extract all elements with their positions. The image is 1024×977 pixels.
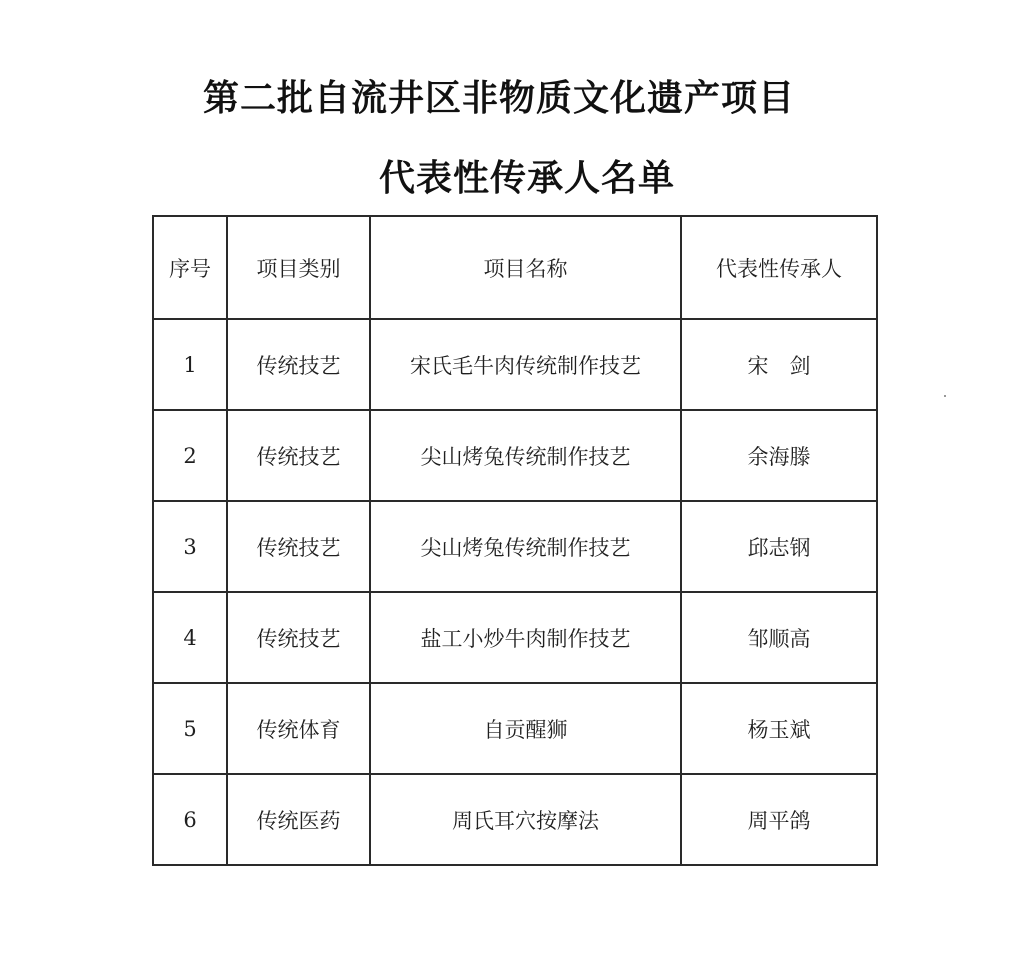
cell-inheritor: 余海滕 bbox=[681, 410, 877, 501]
header-inheritor: 代表性传承人 bbox=[681, 216, 877, 319]
table-row bbox=[153, 501, 877, 592]
inheritor-table bbox=[152, 215, 878, 866]
document-subtitle: 代表性传承人名单 bbox=[378, 158, 675, 199]
table-row bbox=[153, 774, 877, 865]
cell-serial-number: 6 bbox=[153, 774, 227, 865]
cell-inheritor: 周平鸽 bbox=[681, 774, 877, 865]
cell-serial-number: 5 bbox=[153, 683, 227, 774]
cell-inheritor: 邹顺高 bbox=[681, 592, 877, 683]
cell-inheritor: 邱志钢 bbox=[681, 501, 877, 592]
cell-project-name: 盐工小炒牛肉制作技艺 bbox=[370, 592, 681, 683]
cell-inheritor: 宋 剑 bbox=[681, 319, 877, 410]
document-title: 第二批自流井区非物质文化遗产项目 bbox=[202, 78, 795, 119]
cell-project-name: 宋氏毛牛肉传统制作技艺 bbox=[370, 319, 681, 410]
header-project-category: 项目类别 bbox=[227, 216, 370, 319]
table-row bbox=[153, 592, 877, 683]
cell-project-category: 传统技艺 bbox=[227, 592, 370, 683]
cell-project-category: 传统技艺 bbox=[227, 410, 370, 501]
header-project-name: 项目名称 bbox=[370, 216, 681, 319]
cell-serial-number: 1 bbox=[153, 319, 227, 410]
cell-serial-number: 4 bbox=[153, 592, 227, 683]
cell-project-category: 传统技艺 bbox=[227, 501, 370, 592]
header-serial-number: 序号 bbox=[153, 216, 227, 319]
cell-project-name: 尖山烤兔传统制作技艺 bbox=[370, 410, 681, 501]
cell-project-category: 传统体育 bbox=[227, 683, 370, 774]
table-row bbox=[153, 683, 877, 774]
table-header-row bbox=[153, 216, 877, 319]
cell-serial-number: 3 bbox=[153, 501, 227, 592]
cell-project-category: 传统医药 bbox=[227, 774, 370, 865]
cell-inheritor: 杨玉斌 bbox=[681, 683, 877, 774]
table-row bbox=[153, 410, 877, 501]
cell-project-category: 传统技艺 bbox=[227, 319, 370, 410]
cell-project-name: 自贡醒狮 bbox=[370, 683, 681, 774]
table-row bbox=[153, 319, 877, 410]
cell-project-name: 尖山烤兔传统制作技艺 bbox=[370, 501, 681, 592]
scan-speck bbox=[944, 395, 946, 397]
cell-serial-number: 2 bbox=[153, 410, 227, 501]
cell-project-name: 周氏耳穴按摩法 bbox=[370, 774, 681, 865]
